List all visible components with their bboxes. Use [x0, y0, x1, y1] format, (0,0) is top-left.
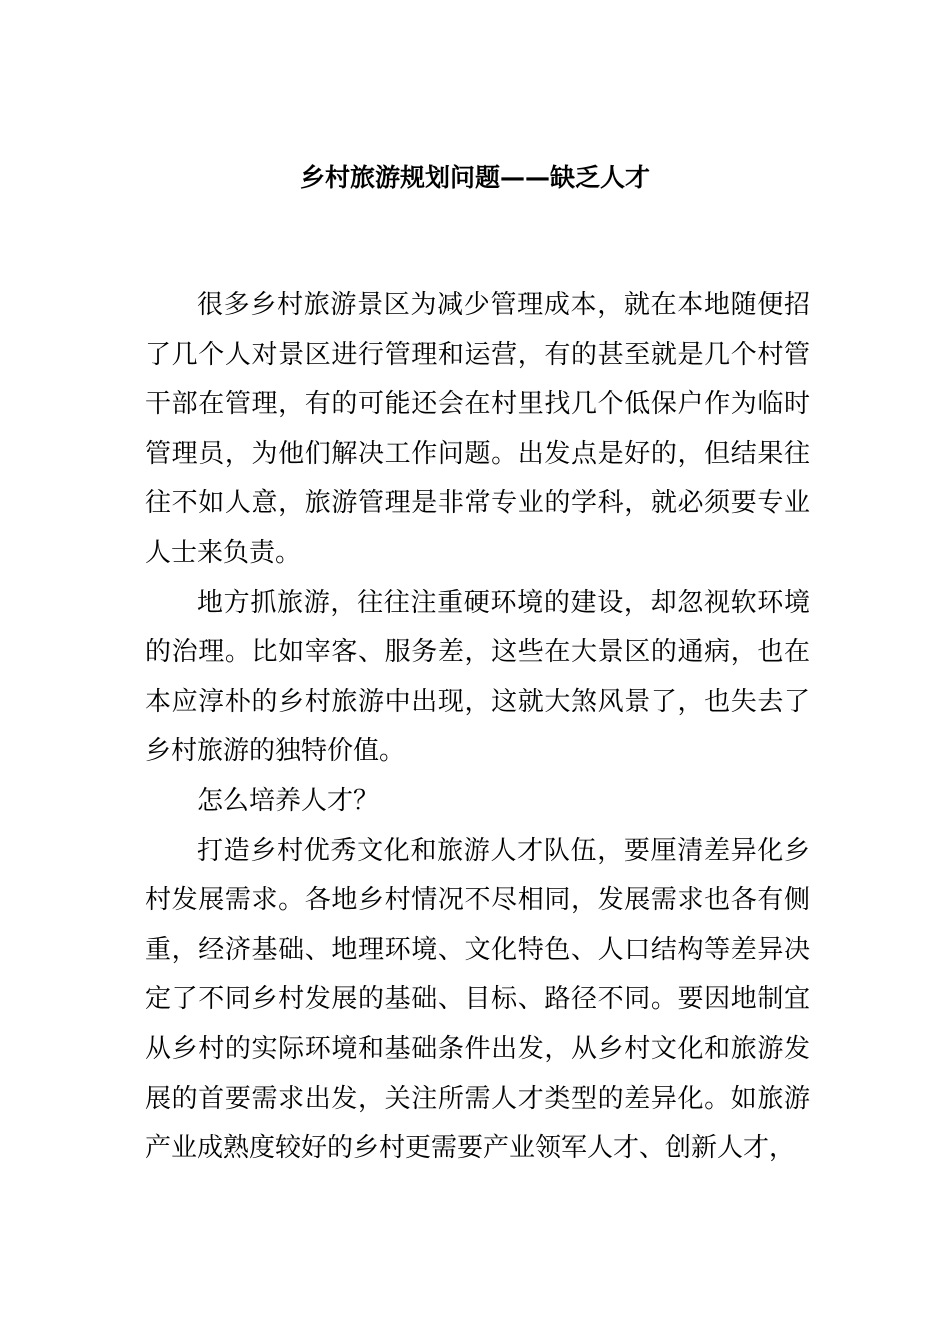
paragraph-3: 怎么培养人才？: [197, 785, 380, 816]
paragraph-1: 很多乡村旅游景区为减少管理成本，就在本地随便招了几个人对景区进行管理和运营，有的甚至就是几个村管干部在管理，有的可能还会在村里找几个低保户作为临时管理员，为他们解决工作问题。出发点是好的，但结果往往不如人意，旅游管理是非常专业的学科，就必须要专业人士来负责。: [145, 290, 810, 568]
paragraph-4: 打造乡村优秀文化和旅游人才队伍，要厘清差异化乡村发展需求。各地乡村情况不尽相同，发展需求也各有侧重，经济基础、地理环境、文化特色、人口结构等差异决定了不同乡村发展的基础、目标、路径不同。要因地制宜从乡村的实际环境和基础条件出发，从乡村文化和旅游发展的首要需求出发，关注所需人才类型的差异化。如旅游产业成熟度较好的乡村更需要产业领军人才、创新人才，: [145, 835, 810, 1164]
paragraph-2: 地方抓旅游，往往注重硬环境的建设，却忽视软环境的治理。比如宰客、服务差，这些在大景区的通病，也在本应淳朴的乡村旅游中出现，这就大煞风景了，也失去了乡村旅游的独特价值。: [145, 587, 810, 767]
document-body: [145, 281, 810, 1174]
document-title: 乡村旅游规划问题——缺乏人才: [299, 163, 650, 192]
